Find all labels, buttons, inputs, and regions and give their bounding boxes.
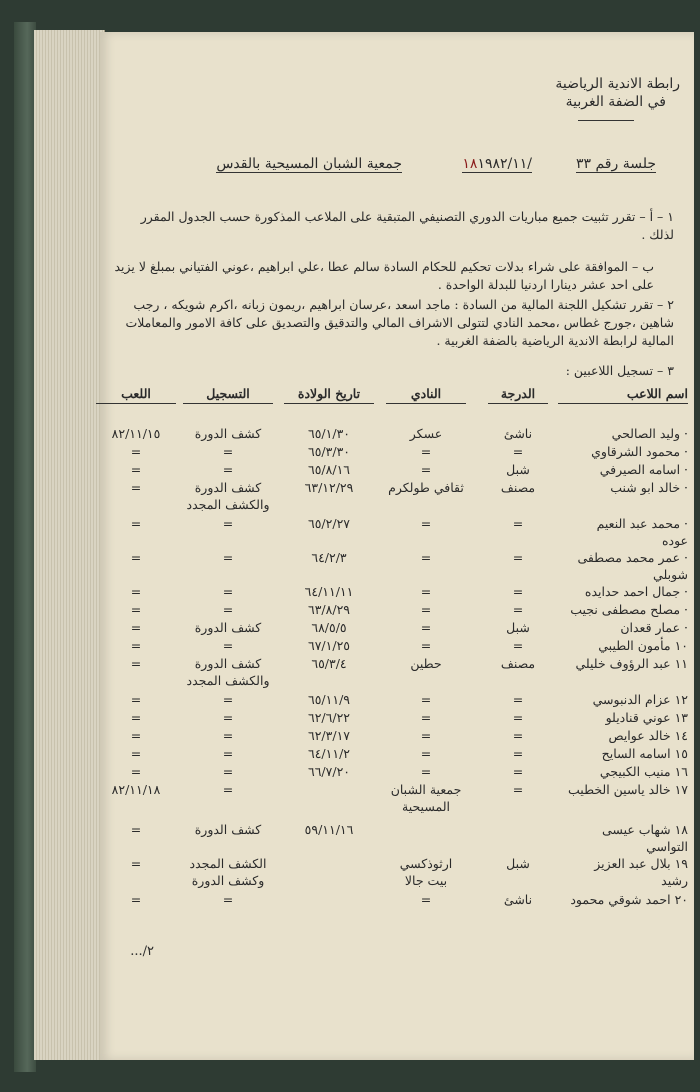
- player-name: · جمال احمد حدايده: [584, 584, 688, 599]
- player-rank: =: [512, 516, 524, 531]
- page-stack-edge: [34, 30, 105, 1060]
- player-dob: ٦٥/٣/٤: [311, 656, 347, 671]
- player-name-cont: شوبلي: [653, 567, 688, 582]
- player-dob: ٦٥/٨/١٦: [308, 462, 350, 477]
- player-rank: ناشئ: [503, 892, 533, 907]
- player-rank: شبل: [506, 462, 530, 477]
- header-rank: الدرجة: [488, 386, 548, 404]
- player-registration: =: [222, 764, 234, 779]
- player-name: ١٩ بلال عبد العزيز: [594, 856, 688, 871]
- player-dob: ٦٥/٣/٣٠: [308, 444, 350, 459]
- player-registration: كشف الدورة: [194, 480, 262, 495]
- player-play-date: =: [130, 550, 142, 565]
- header-dob: تاريخ الولادة: [284, 386, 374, 404]
- decision-3: ٣ – تسجيل اللاعبين :: [565, 363, 674, 378]
- player-club: =: [420, 602, 432, 617]
- player-name: ٢٠ احمد شوقي محمود: [570, 892, 688, 907]
- player-play-date: =: [130, 892, 142, 907]
- player-rank: =: [512, 602, 524, 617]
- header-name: اسم اللاعب: [558, 386, 688, 404]
- player-name-cont: التواسي: [646, 839, 688, 854]
- player-club-cont: المسيحية: [402, 799, 450, 814]
- player-registration: كشف الدورة: [194, 620, 262, 635]
- player-club: حطين: [410, 656, 442, 671]
- player-play-date: =: [130, 620, 142, 635]
- player-name: ١٦ منيب الكبيجي: [599, 764, 688, 779]
- player-club: =: [420, 746, 432, 761]
- player-rank: =: [512, 782, 524, 797]
- player-registration: =: [222, 584, 234, 599]
- player-dob: ٦٦/٧/٢٠: [308, 764, 350, 779]
- player-play-date: =: [130, 602, 142, 617]
- decision-2: ٢ – تقرر تشكيل اللجنة المالية من السادة : ماجد اسعد ،عرسان ابراهيم ،ريمون زبانه ،اكرم شويكه ، رجب شاهين ،جورج غطاس ،محمد النادي لتتولى الاشراف المالي والتدقيق والتصديق على كافة الامور والمعاملات المالية لرابطة الاندية الرياضية بالضفة الغربية .: [125, 297, 674, 348]
- player-registration: كشف الدورة: [194, 822, 262, 837]
- player-name: ١٥ اسامه السايح: [601, 746, 688, 761]
- player-dob: ٦٥/١١/٩: [308, 692, 350, 707]
- player-dob: ٦٧/١/٢٥: [308, 638, 350, 653]
- player-name: ١٤ خالد عوايص: [608, 728, 688, 743]
- player-dob: ٥٩/١١/١٦: [304, 822, 354, 837]
- player-registration-cont: والكشف المجدد: [186, 497, 270, 512]
- player-registration: =: [222, 638, 234, 653]
- player-rank: شبل: [506, 856, 530, 871]
- player-play-date: =: [130, 480, 142, 495]
- player-club: عسكر: [409, 426, 443, 441]
- player-rank: شبل: [506, 620, 530, 635]
- player-play-date: =: [130, 462, 142, 477]
- player-registration-cont: وكشف الدورة: [191, 873, 265, 888]
- player-registration: كشف الدورة: [194, 656, 262, 671]
- player-registration: =: [222, 692, 234, 707]
- session-number: جلسة رقم ٣٣: [575, 156, 656, 172]
- player-club: =: [420, 516, 432, 531]
- player-club-cont: بيت جالا: [404, 873, 448, 888]
- player-play-date: =: [130, 710, 142, 725]
- player-club: =: [420, 620, 432, 635]
- player-name-cont: عوده: [661, 533, 688, 548]
- player-name: ١٨ شهاب عيسى: [602, 822, 688, 837]
- player-registration: =: [222, 444, 234, 459]
- player-name: · وليد الصالحي: [611, 426, 688, 441]
- org-name-line1: رابطة الاندية الرياضية: [555, 76, 680, 92]
- player-registration: =: [222, 728, 234, 743]
- player-play-date: =: [130, 638, 142, 653]
- player-rank: مصنف: [500, 656, 536, 671]
- letterhead-rule: [578, 120, 634, 121]
- player-club: جمعية الشبان: [390, 782, 462, 797]
- player-dob: ٦٤/١١/١١: [304, 584, 354, 599]
- player-name: · محمود الشرقاوي: [591, 444, 688, 459]
- player-rank: =: [512, 550, 524, 565]
- player-registration: =: [222, 892, 234, 907]
- player-registration: =: [222, 782, 234, 797]
- player-dob: ٦٥/٢/٢٧: [308, 516, 350, 531]
- player-dob: ٦٢/٣/١٧: [308, 728, 350, 743]
- player-rank: =: [512, 692, 524, 707]
- header-play: اللعب: [96, 386, 176, 404]
- decision-1a: ١ – أ – تقرر تثبيت جميع مباريات الدوري التصنيفي المتبقية على الملاعب المذكورة حسب الجدول المقرر لذلك .: [140, 209, 674, 242]
- header-registration: التسجيل: [183, 386, 273, 404]
- player-name: · محمد عبد النعيم: [596, 516, 688, 531]
- player-registration: كشف الدورة: [194, 426, 262, 441]
- player-club: =: [420, 892, 432, 907]
- player-play-date: =: [130, 728, 142, 743]
- player-club: =: [420, 444, 432, 459]
- player-registration: =: [222, 710, 234, 725]
- player-rank: =: [512, 444, 524, 459]
- player-rank: ناشئ: [503, 426, 533, 441]
- session-date-rest: ١٩٨٢/١١/: [477, 156, 532, 172]
- player-club: =: [420, 638, 432, 653]
- player-club: =: [420, 764, 432, 779]
- decision-1b: ب – الموافقة على شراء بدلات تحكيم للحكام السادة سالم عطا ،علي ابراهيم ،عوني الفتياني بمبلغ لا يزيد على احد عشر دينارا اردنيا للبدلة الواحدة .: [114, 259, 654, 292]
- player-club: =: [420, 728, 432, 743]
- book-binding: [14, 22, 36, 1072]
- player-name: · خالد ابو شنب: [610, 480, 688, 495]
- player-rank: مصنف: [500, 480, 536, 495]
- player-play-date: ٨٢/١١/١٥: [111, 426, 161, 441]
- player-play-date: =: [130, 656, 142, 671]
- page-reference: ٢/...: [130, 944, 154, 959]
- player-rank: =: [512, 710, 524, 725]
- player-dob: ٦٥/١/٣٠: [308, 426, 350, 441]
- player-name: ١٧ خالد ياسين الخطيب: [568, 782, 688, 797]
- session-date-day: ١٨: [462, 156, 478, 172]
- player-club: =: [420, 584, 432, 599]
- player-registration-cont: والكشف المجدد: [186, 673, 270, 688]
- player-play-date: =: [130, 692, 142, 707]
- player-club: =: [420, 550, 432, 565]
- player-club: =: [420, 462, 432, 477]
- player-dob: ٦٣/٨/٢٩: [308, 602, 350, 617]
- header-club: النادي: [386, 386, 466, 404]
- player-play-date: =: [130, 584, 142, 599]
- player-dob: ٦٣/١٢/٢٩: [304, 480, 354, 495]
- player-dob: ٦٢/٦/٢٢: [308, 710, 350, 725]
- player-registration: =: [222, 462, 234, 477]
- player-registration: الكشف المجدد: [189, 856, 267, 871]
- player-name: ١٢ عزام الدنبوسي: [592, 692, 688, 707]
- table-header: [98, 386, 688, 408]
- player-play-date: =: [130, 444, 142, 459]
- player-play-date: =: [130, 822, 142, 837]
- player-name: · عمار قعدان: [620, 620, 688, 635]
- org-name-line2: في الضفة الغربية: [565, 94, 666, 110]
- session-venue: جمعية الشبان المسيحية بالقدس: [216, 156, 402, 172]
- player-name: · عمر محمد مصطفى: [577, 550, 688, 565]
- player-rank: =: [512, 746, 524, 761]
- player-name: ١١ عبد الرؤوف خليلي: [575, 656, 688, 671]
- player-name-cont: رشيد: [661, 873, 688, 888]
- player-club: =: [420, 710, 432, 725]
- player-registration: =: [222, 516, 234, 531]
- player-name: ١٠ مأمون الطيبي: [598, 638, 688, 653]
- player-play-date: =: [130, 764, 142, 779]
- player-dob: ٦٨/٥/٥: [311, 620, 347, 635]
- player-club: ارثوذكسي: [399, 856, 453, 871]
- player-dob: ٦٤/٢/٣: [311, 550, 347, 565]
- player-name: · مصلح مصطفى نجيب: [570, 602, 688, 617]
- player-play-date: =: [130, 856, 142, 871]
- session-date: [462, 156, 532, 173]
- player-play-date: =: [130, 746, 142, 761]
- document-page: [100, 32, 694, 1060]
- player-rank: =: [512, 638, 524, 653]
- player-registration: =: [222, 746, 234, 761]
- player-name: · اسامه الصيرفي: [599, 462, 688, 477]
- player-rank: =: [512, 764, 524, 779]
- player-rank: =: [512, 728, 524, 743]
- player-registration: =: [222, 602, 234, 617]
- player-play-date: ٨٢/١١/١٨: [111, 782, 161, 797]
- player-club: =: [420, 692, 432, 707]
- player-rank: =: [512, 584, 524, 599]
- player-registration: =: [222, 550, 234, 565]
- player-dob: ٦٤/١١/٢: [308, 746, 350, 761]
- player-play-date: =: [130, 516, 142, 531]
- player-club: ثقافي طولكرم: [388, 480, 464, 495]
- player-name: ١٣ عوني قناديلو: [605, 710, 688, 725]
